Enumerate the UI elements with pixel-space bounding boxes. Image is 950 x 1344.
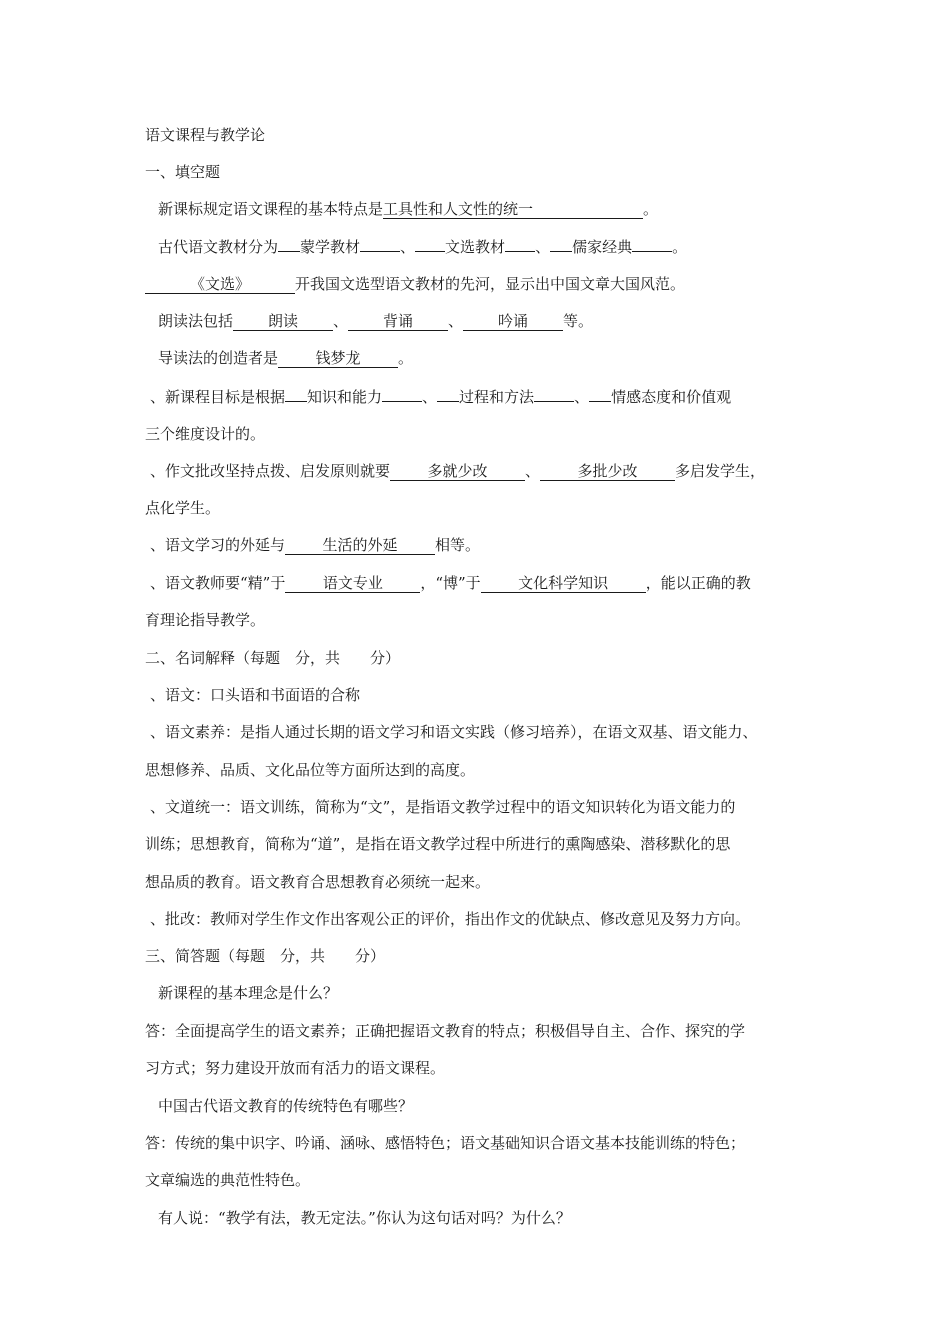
answer-blank: 多批少改 xyxy=(540,462,675,481)
term-3-cont-2: 想品质的教育。语文教育合思想教育必须统一起来。 xyxy=(145,873,491,891)
blank-line xyxy=(360,236,400,252)
short-answer-1: 答：全面提高学生的语文素养；正确把握语文教育的特点；积极倡导自主、合作、探究的学 xyxy=(145,1022,746,1040)
short-answer-2: 答：传统的集中识字、吟诵、涵咏、感悟特色；语文基础知识合语文基本技能训练的特色； xyxy=(145,1134,746,1152)
blank-line xyxy=(589,386,611,402)
term-2-cont: 思想修养、品质、文化品位等方面所达到的高度。 xyxy=(145,761,476,779)
answer-blank: 朗读 xyxy=(233,312,333,331)
answer-blank: 钱梦龙 xyxy=(278,349,398,368)
fill-question-7-cont: 点化学生。 xyxy=(145,499,221,517)
fill-question-1: 新课标规定语文课程的基本特点是工具性和人文性的统一 。 xyxy=(158,200,659,218)
term-4: 、批改：教师对学生作文作出客观公正的评价，指出作文的优缺点、修改意见及努力方向。 xyxy=(150,910,751,928)
fill-question-4: 朗读法包括 朗读 、 背诵 、 吟诵 等。 xyxy=(158,312,594,330)
section-1-heading: 一、填空题 xyxy=(145,163,221,181)
blank-line xyxy=(278,236,300,252)
fill-question-5: 导读法的创造者是 钱梦龙 。 xyxy=(158,349,414,367)
fill-question-6-cont: 三个维度设计的。 xyxy=(145,425,266,443)
section-2-heading: 二、名词解释（每题 分，共 分） xyxy=(145,649,401,667)
answer-blank: 《文选》 xyxy=(145,275,295,294)
short-question-1: 新课程的基本理念是什么？ xyxy=(158,984,339,1002)
answer-blank: 多就少改 xyxy=(390,462,525,481)
short-question-2: 中国古代语文教育的传统特色有哪些？ xyxy=(158,1097,414,1115)
fill-question-9: 、语文教师要“精”于 语文专业 ，“博”于 文化科学知识 ，能以正确的教 xyxy=(150,574,751,592)
fill-question-9-cont: 育理论指导教学。 xyxy=(145,611,266,629)
blank-line xyxy=(632,236,672,252)
fill-question-7: 、作文批改坚持点拨、启发原则就要 多就少改 、 多批少改 多启发学生， xyxy=(150,462,766,480)
short-answer-2-cont: 文章编选的典范性特色。 xyxy=(145,1171,311,1189)
fill-question-6: 、新课程目标是根据 知识和能力 、 过程和方法 、 情感态度和价值观 xyxy=(150,388,732,406)
term-3: 、文道统一：语文训练，简称为“文”，是指语文教学过程中的语文知识转化为语文能力的 xyxy=(150,798,736,816)
blank-line xyxy=(437,386,459,402)
document-title: 语文课程与教学论 xyxy=(145,126,266,144)
answer-blank: 文化科学知识 xyxy=(481,574,646,593)
answer-blank: 吟诵 xyxy=(463,312,563,331)
blank-line xyxy=(382,386,422,402)
blank-line xyxy=(534,386,574,402)
blank-line xyxy=(505,236,535,252)
short-answer-1-cont: 习方式；努力建设开放而有活力的语文课程。 xyxy=(145,1059,446,1077)
answer-blank: 生活的外延 xyxy=(285,536,435,555)
answer-blank: 背诵 xyxy=(348,312,448,331)
fill-question-2: 古代语文教材分为 蒙学教材 、 文选教材 、 儒家经典 。 xyxy=(158,238,688,256)
fill-question-8: 、语文学习的外延与 生活的外延 相等。 xyxy=(150,536,481,554)
blank-line xyxy=(285,386,307,402)
section-3-heading: 三、简答题（每题 分，共 分） xyxy=(145,947,386,965)
blank-line xyxy=(415,236,445,252)
term-2: 、语文素养：是指人通过长期的语文学习和语文实践（修习培养），在语文双基、语文能力、 xyxy=(150,723,758,741)
term-3-cont-1: 训练；思想教育，简称为“道”，是指在语文教学过程中所进行的熏陶感染、潜移默化的思 xyxy=(145,835,731,853)
answer-blank: 语文专业 xyxy=(285,574,420,593)
term-1: 、语文：口头语和书面语的合称 xyxy=(150,686,361,704)
blank-line xyxy=(550,236,572,252)
short-question-3: 有人说：“教学有法，教无定法。”你认为这句话对吗？为什么？ xyxy=(158,1209,571,1227)
fill-question-3: 《文选》 开我国文选型语文教材的先河，显示出中国文章大国风范。 xyxy=(145,274,685,294)
answer-blank: 工具性和人文性的统一 xyxy=(383,200,643,219)
